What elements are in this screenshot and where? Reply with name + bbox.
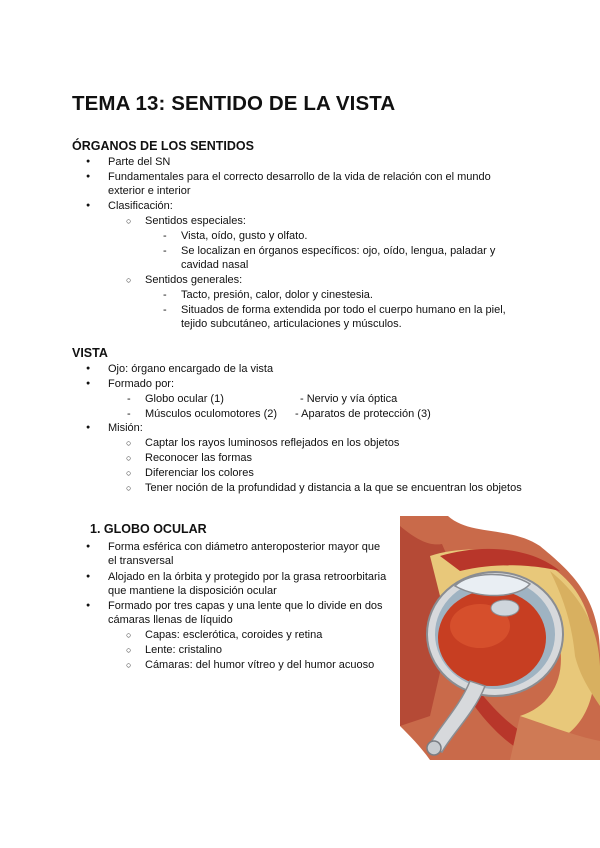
sublist-item: ○ Lente: cristalino xyxy=(145,643,222,657)
subsublist-item: - Tacto, presión, calor, dolor y cinestesia. xyxy=(181,288,373,302)
sublist-item: ○ Sentidos generales: xyxy=(145,273,242,287)
section-heading-vista: VISTA xyxy=(72,346,108,360)
list-item: ● Fundamentales para el correcto desarrollo de la vida de relación con el mundo xyxy=(108,170,491,184)
sublist-item: ○ Reconocer las formas xyxy=(145,451,252,465)
list-item: ● Ojo: órgano encargado de la vista xyxy=(108,362,273,376)
sublist-item: ○ Cámaras: del humor vítreo y del humor acuoso xyxy=(145,658,374,672)
sublist-item: ○ Captar los rayos luminosos reflejados en los objetos xyxy=(145,436,399,450)
list-item: ● Clasificación: xyxy=(108,199,173,213)
list-item: ● Formado por tres capas y una lente que lo divide en dos xyxy=(108,599,383,613)
sublist-item: - Músculos oculomotores (2) xyxy=(145,407,277,421)
list-item: ● Parte del SN xyxy=(108,155,170,169)
list-item: ● Formado por: xyxy=(108,377,174,391)
sublist-item: ○ Tener noción de la profundidad y distancia a la que se encuentran los objetos xyxy=(145,481,522,495)
list-item-continuation: que mantiene la disposición ocular xyxy=(108,585,277,597)
list-item-continuation: exterior e interior xyxy=(108,185,191,197)
page-title: TEMA 13: SENTIDO DE LA VISTA xyxy=(72,92,396,115)
subsublist-item: - Se localizan en órganos específicos: ojo, oído, lengua, paladar y xyxy=(181,244,495,258)
sublist-item: ○ Sentidos especiales: xyxy=(145,214,246,228)
list-item: ● Misión: xyxy=(108,421,143,435)
list-item-continuation: tejido subcutáneo, articulaciones y músculos. xyxy=(181,318,402,330)
list-item: ● Alojado en la órbita y protegido por la grasa retroorbitaria xyxy=(108,570,386,584)
subsublist-item: - Situados de forma extendida por todo el cuerpo humano en la piel, xyxy=(181,303,506,317)
eye-anatomy-illustration xyxy=(400,516,600,760)
list-item: ● Forma esférica con diámetro anteroposterior mayor que xyxy=(108,540,380,554)
sublist-item-right: - Nervio y vía óptica xyxy=(300,393,398,405)
subsublist-item: - Vista, oído, gusto y olfato. xyxy=(181,229,307,243)
sublist-item: ○ Capas: esclerótica, coroides y retina xyxy=(145,628,322,642)
list-item-continuation: cámaras llenas de líquido xyxy=(108,614,233,626)
section-heading-organos: ÓRGANOS DE LOS SENTIDOS xyxy=(72,139,254,153)
list-item-continuation: el transversal xyxy=(108,555,174,567)
sublist-item: - Globo ocular (1) xyxy=(145,392,224,406)
section-heading-globo: 1. GLOBO OCULAR xyxy=(90,522,207,536)
list-item-continuation: cavidad nasal xyxy=(181,259,249,271)
sublist-item: ○ Diferenciar los colores xyxy=(145,466,254,480)
sublist-item-right: - Aparatos de protección (3) xyxy=(295,408,431,420)
